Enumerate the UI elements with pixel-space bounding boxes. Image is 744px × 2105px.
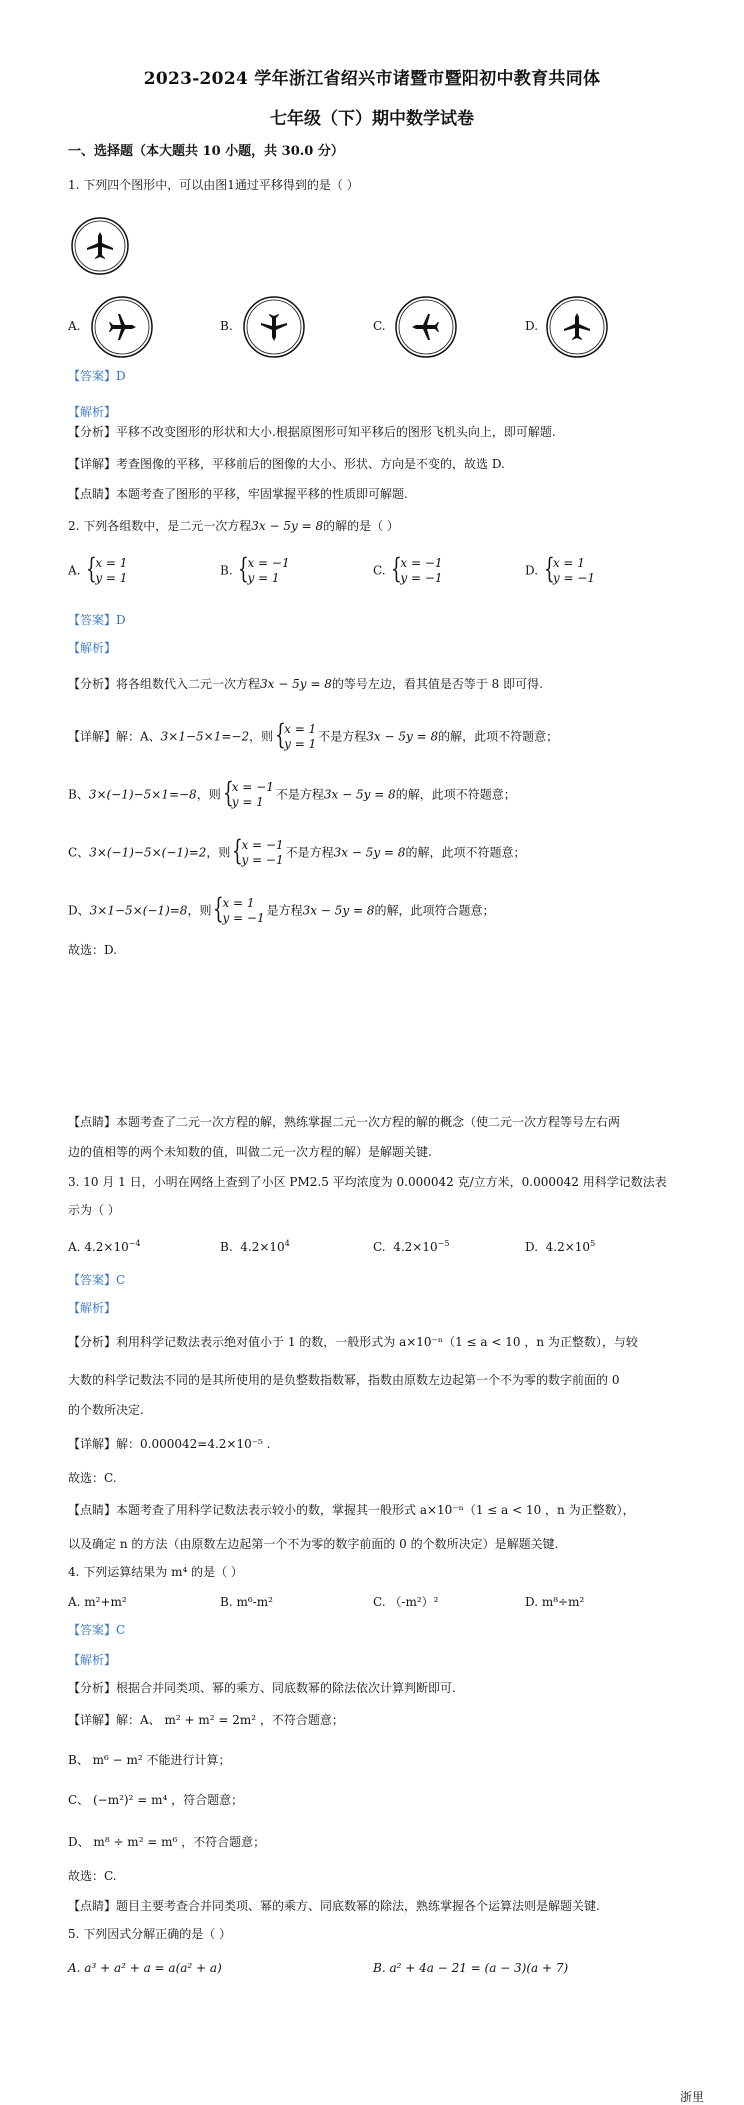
q3-option-c-exp: −5 <box>437 1239 450 1248</box>
q2-option-b-y: y = 1 <box>247 571 280 585</box>
q1-option-a-label: A. <box>68 319 81 333</box>
q2-option-b-label: B. <box>220 563 233 578</box>
q2-conclusion: 故选：D. <box>68 943 118 957</box>
q2-detail-c-equation: 3x − 5y = 8 <box>333 845 406 860</box>
q3-answer: 【答案】C <box>68 1273 126 1287</box>
q3-option-c-base: 4.2×10 <box>393 1240 438 1254</box>
q2-detail-b-pre: B、 <box>68 787 89 802</box>
q4-comment: 【点睛】题目主要考查合并同类项、幂的乘方、同底数幂的除法，熟练掌握各个运算法则是解题关键. <box>68 1899 600 1913</box>
q2-analysis-label: 【解析】 <box>68 641 117 655</box>
q2-detail-b-post1: 不是方程 <box>275 787 324 802</box>
q2-detail-a-pre: 【详解】解：A、 <box>68 729 161 744</box>
q3-option-d-label: D. <box>525 1240 539 1254</box>
q2-option-a-label: A. <box>68 563 81 578</box>
section-heading: 一、选择题（本大题共 10 小题，共 30.0 分） <box>68 144 344 159</box>
q2-detail-a-y: y = 1 <box>284 737 317 751</box>
q2-detail-c-post1: 不是方程 <box>285 845 334 860</box>
q4-option-c: C. （-m²）² <box>373 1595 439 1609</box>
airplane-option-b-figure <box>242 295 306 359</box>
q2-comment-line1: 【点睛】本题考查了二元一次方程的解，熟练掌握二元一次方程的解的概念（使二元一次方程等号左右两 <box>68 1115 621 1129</box>
q3-option-b-base: 4.2×10 <box>240 1240 285 1254</box>
q1-option-b-label: B. <box>220 319 233 333</box>
q4-detail-b: B、 m⁶ − m² 不能进行计算； <box>68 1753 231 1767</box>
page-footer-mark: 浙里 <box>679 2090 704 2104</box>
q2-detail-d-equation: 3x − 5y = 8 <box>302 903 375 918</box>
q3-detail: 【详解】解：0.000042=4.2×10⁻⁵ . <box>68 1437 271 1451</box>
q2-option-a: A. { x = 1 y = 1 <box>68 552 128 585</box>
q2-detail-a-calc: 3×1−5×1=−2 <box>160 729 250 744</box>
q3-analysis-label: 【解析】 <box>68 1301 117 1315</box>
q1-option-d-label: D. <box>525 319 539 333</box>
q2-detail-b-mid: ，则 <box>196 787 221 802</box>
q2-detail-c: C、3×(−1)−5×(−1)=2，则 { x = −1 y = −1 不是方程3x − 5y = 8的解，此项不符题意； <box>68 834 526 867</box>
q4-analysis-label: 【解析】 <box>68 1653 117 1667</box>
q3-option-a-base: 4.2×10 <box>84 1240 129 1254</box>
q2-option-b-x: x = −1 <box>247 556 290 570</box>
airplane-option-c-figure <box>394 295 458 359</box>
q2-option-d-x: x = 1 <box>552 556 585 570</box>
q2-fenxi-equation: 3x − 5y = 8 <box>260 677 332 691</box>
q2-detail-b: B、3×(−1)−5×1=−8，则 { x = −1 y = 1 不是方程3x − 5y = 8的解，此项不符题意； <box>68 776 516 809</box>
q2-option-c: C. { x = −1 y = −1 <box>373 552 443 585</box>
q2-detail-c-mid: ，则 <box>206 845 231 860</box>
q3-option-d-exp: 5 <box>590 1239 596 1248</box>
q4-detail-d: D、 m⁸ ÷ m² = m⁶ ，不符合题意； <box>68 1835 266 1849</box>
q2-detail-a-mid: ，则 <box>249 729 274 744</box>
q1-stem: 1. 下列四个图形中，可以由图1通过平移得到的是（ ） <box>68 178 359 192</box>
airplane-option-d-figure <box>545 295 609 359</box>
q2-stem <box>68 518 399 534</box>
q2-detail-d-x: x = 1 <box>222 896 255 910</box>
q3-option-c-label: C. <box>373 1240 386 1254</box>
q3-option-a <box>68 1236 141 1255</box>
q3-option-a-label: A. <box>68 1240 81 1254</box>
exam-title-line2: 七年级（下）期中数学试卷 <box>270 109 474 129</box>
airplane-option-a-figure <box>90 295 154 359</box>
q2-answer: 【答案】D <box>68 613 126 627</box>
q1-answer: 【答案】D <box>68 369 126 383</box>
q3-comment-line2: 以及确定 n 的方法（由原数左边起第一个不为零的数字前面的 0 的个数所决定）是解题关键. <box>68 1537 559 1551</box>
q3-stem-line1: 3. 10 月 1 日，小明在网络上查到了小区 PM2.5 平均浓度为 0.000042 克/立方米，0.000042 用科学记数法表 <box>68 1175 667 1189</box>
q4-option-a: A. m²+m² <box>68 1595 127 1609</box>
q2-option-a-x: x = 1 <box>95 556 128 570</box>
q2-detail-a: 【详解】解：A、3×1−5×1=−2，则 { x = 1 y = 1 不是方程3x − 5y = 8的解，此项不符题意； <box>68 718 559 751</box>
q2-detail-b-x: x = −1 <box>231 780 274 794</box>
q1-analysis-label: 【解析】 <box>68 405 117 419</box>
q2-stem-pre: 2. 下列各组数中，是二元一次方程 <box>68 519 252 533</box>
q2-detail-c-post2: 的解，此项不符题意； <box>405 845 526 860</box>
q1-detail: 【详解】考查图像的平移，平移前后的图像的大小、形状、方向是不变的，故选 D. <box>68 457 505 471</box>
q3-option-d-base: 4.2×10 <box>545 1240 591 1254</box>
q2-option-d-y: y = −1 <box>552 571 595 585</box>
q2-detail-d-pre: D、 <box>68 903 90 918</box>
q2-fenxi-pre: 【分析】将各组数代入二元一次方程 <box>68 677 261 691</box>
q2-detail-d: D、3×1−5×(−1)=8，则 { x = 1 y = −1 是方程3x − 5y = 8的解，此项符合题意； <box>68 892 495 925</box>
q3-option-d <box>525 1236 595 1255</box>
q2-detail-c-y: y = −1 <box>241 853 284 867</box>
q1-option-c-label: C. <box>373 319 386 333</box>
q2-option-a-y: y = 1 <box>95 571 128 585</box>
q3-option-a-exp: −4 <box>128 1239 141 1248</box>
q2-detail-a-post2: 的解，此项不符题意； <box>438 729 559 744</box>
q4-detail-c: C、 (−m²)² = m⁴ ，符合题意； <box>68 1793 244 1807</box>
q1-comment: 【点睛】本题考查了图形的平移，牢固掌握平移的性质即可解题. <box>68 487 408 501</box>
q5-option-b: B. a² + 4a − 21 = (a − 3)(a + 7) <box>373 1961 569 1975</box>
q2-detail-c-calc: 3×(−1)−5×(−1)=2 <box>89 845 207 860</box>
q2-detail-d-post2: 的解，此项符合题意； <box>374 903 495 918</box>
q3-option-b-exp: 4 <box>284 1239 290 1248</box>
q4-detail-a: 【详解】解：A、 m² + m² = 2m² ，不符合题意； <box>68 1713 344 1727</box>
q3-option-b-label: B. <box>220 1240 233 1254</box>
q3-conclusion: 故选：C. <box>68 1471 117 1485</box>
q2-detail-a-post1: 不是方程 <box>318 729 367 744</box>
q4-option-b: B. m⁶-m² <box>220 1595 273 1609</box>
q3-comment-line1: 【点睛】本题考查了用科学记数法表示较小的数，掌握其一般形式 a×10⁻ⁿ（1 ≤ a < 10 ，n 为正整数）， <box>68 1503 635 1517</box>
q2-detail-d-y: y = −1 <box>222 911 265 925</box>
q2-stem-equation: 3x − 5y = 8 <box>251 519 324 533</box>
q2-fenxi-post: 的等号左边，看其值是否等于 8 即可得. <box>331 677 543 691</box>
q2-option-d: D. { x = 1 y = −1 <box>525 552 595 585</box>
q2-detail-b-calc: 3×(−1)−5×1=−8 <box>88 787 197 802</box>
airplane-original-figure <box>70 216 130 276</box>
q2-detail-d-post1: 是方程 <box>266 903 303 918</box>
q4-conclusion: 故选：C. <box>68 1869 117 1883</box>
q2-fenxi <box>68 676 543 692</box>
q5-stem: 5. 下列因式分解正确的是（ ） <box>68 1927 232 1941</box>
q2-detail-a-x: x = 1 <box>284 722 317 736</box>
q2-option-c-x: x = −1 <box>400 556 443 570</box>
q3-option-b <box>220 1236 290 1255</box>
q2-option-c-y: y = −1 <box>400 571 443 585</box>
q2-stem-post: 的解的是（ ） <box>323 519 399 533</box>
q2-detail-d-mid: ，则 <box>187 903 212 918</box>
q5-option-a: A. a³ + a² + a = a(a² + a) <box>68 1961 222 1975</box>
q2-option-c-label: C. <box>373 563 386 578</box>
q2-comment-line2: 边的值相等的两个未知数的值，叫做二元一次方程的解）是解题关键. <box>68 1145 432 1159</box>
q3-fenxi-line3: 的个数所决定. <box>68 1403 144 1417</box>
q2-detail-b-post2: 的解，此项不符题意； <box>395 787 516 802</box>
q3-option-c <box>373 1236 449 1255</box>
q2-detail-d-calc: 3×1−5×(−1)=8 <box>89 903 188 918</box>
q4-answer: 【答案】C <box>68 1623 126 1637</box>
q2-option-b: B. { x = −1 y = 1 <box>220 552 290 585</box>
q1-fenxi: 【分析】平移不改变图形的形状和大小.根据原图形可知平移后的图形飞机头向上，即可解题. <box>68 425 556 439</box>
q4-stem: 4. 下列运算结果为 m⁴ 的是（ ） <box>68 1565 243 1579</box>
q3-fenxi-line2: 大数的科学记数法不同的是其所使用的是负整数指数幂，指数由原数左边起第一个不为零的数字前面的 0 <box>68 1373 620 1387</box>
q2-detail-b-y: y = 1 <box>231 795 264 809</box>
q4-fenxi: 【分析】根据合并同类项、幂的乘方、同底数幂的除法依次计算判断即可. <box>68 1681 456 1695</box>
q2-option-d-label: D. <box>525 563 539 578</box>
q2-detail-c-x: x = −1 <box>241 838 284 852</box>
exam-title-line1: 2023-2024 学年浙江省绍兴市诸暨市暨阳初中教育共同体 <box>143 69 601 89</box>
q3-fenxi-line1: 【分析】利用科学记数法表示绝对值小于 1 的数，一般形式为 a×10⁻ⁿ（1 ≤ a < 10 ，n 为正整数），与较 <box>68 1335 638 1349</box>
q2-detail-b-equation: 3x − 5y = 8 <box>323 787 396 802</box>
q2-detail-a-equation: 3x − 5y = 8 <box>366 729 439 744</box>
q4-option-d: D. m⁸÷m² <box>525 1595 585 1609</box>
q3-stem-line2: 示为（ ） <box>68 1203 120 1217</box>
q2-detail-c-pre: C、 <box>68 845 90 860</box>
